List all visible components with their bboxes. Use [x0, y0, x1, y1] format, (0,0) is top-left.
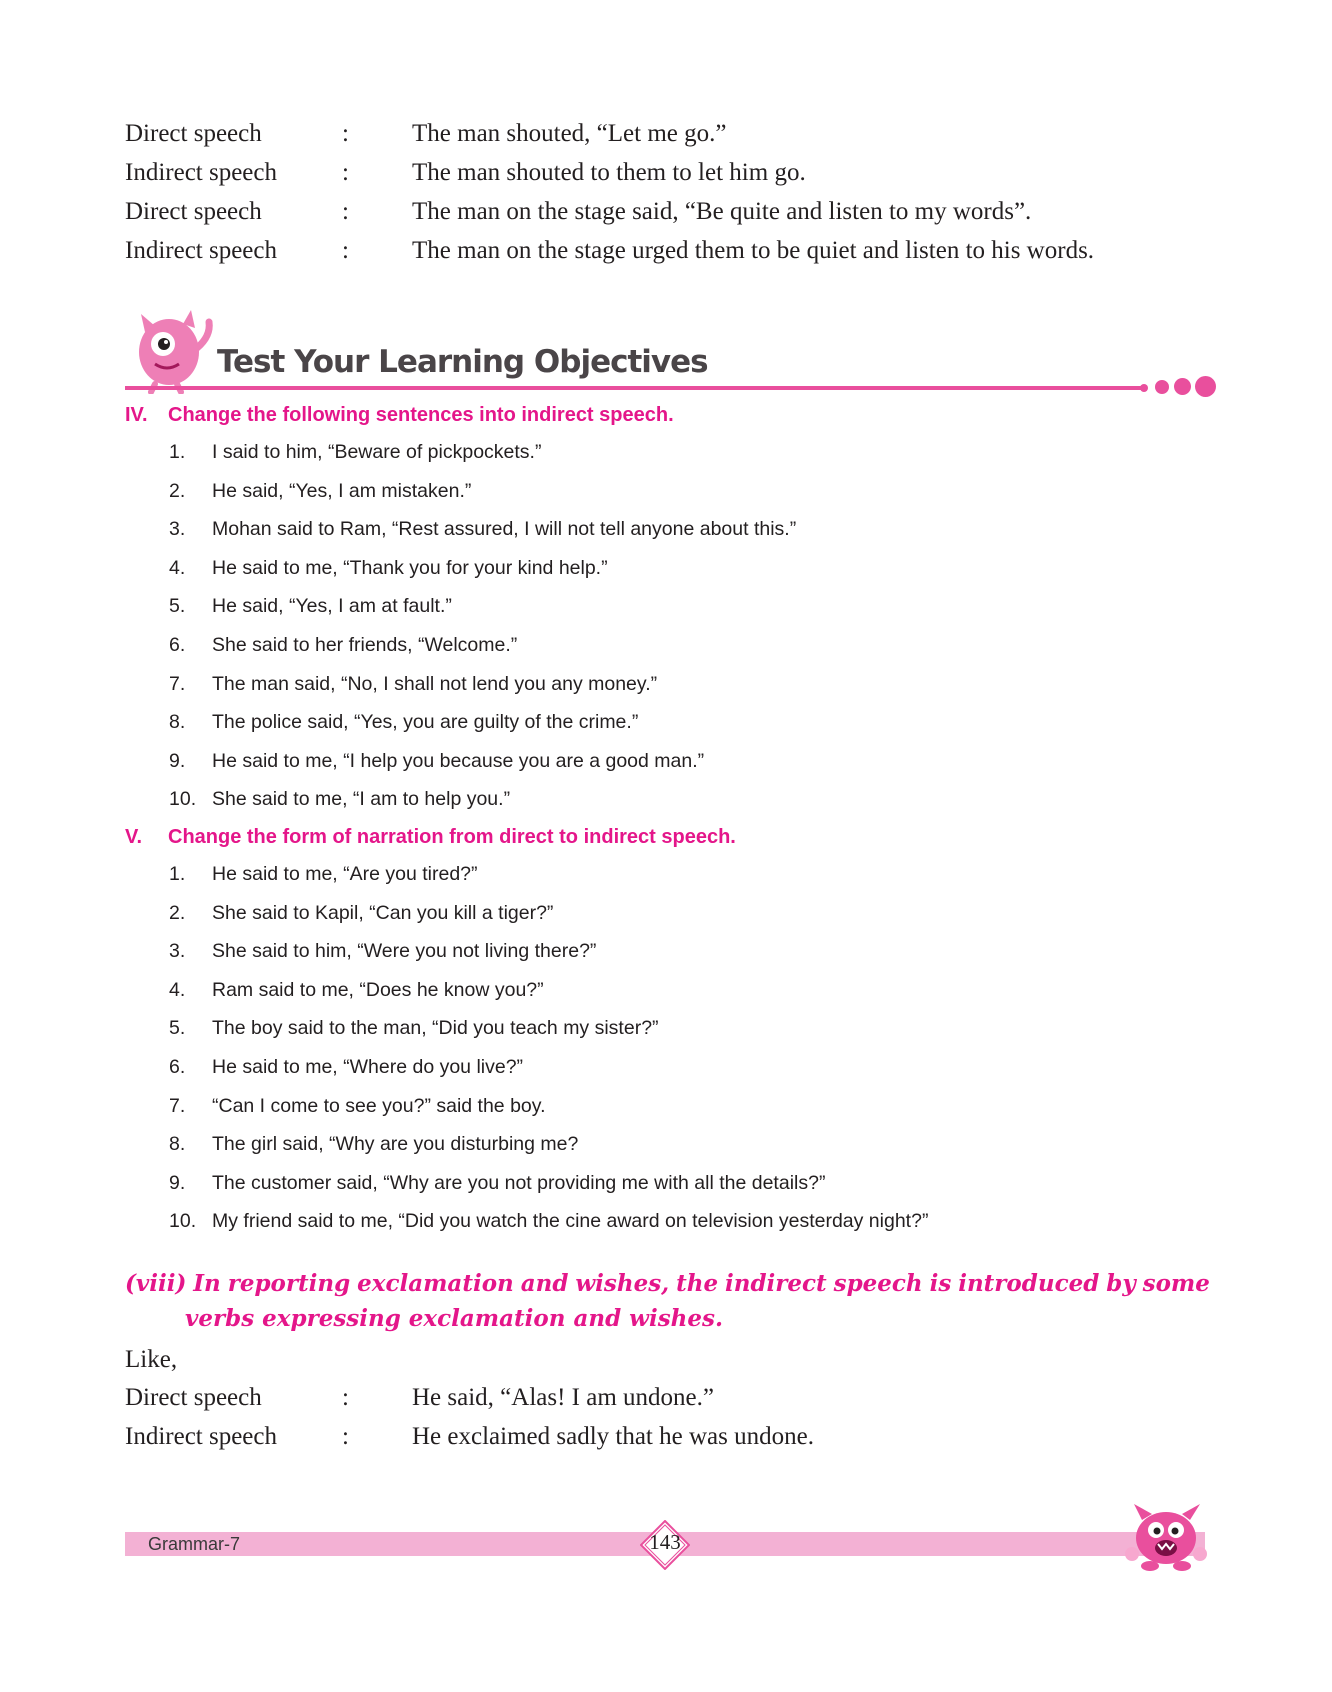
example-row — [125, 1378, 1225, 1417]
rule-word: is — [929, 1270, 952, 1297]
list-item — [125, 894, 1225, 933]
list-item — [125, 510, 1225, 549]
bottom-speech-examples — [125, 1378, 1225, 1456]
section-banner — [125, 308, 1205, 398]
example-row — [125, 1417, 1225, 1456]
item-text: Mohan said to Ram, “Rest assured, I will not tell anyone about this.” — [212, 518, 797, 541]
example-separator: : — [342, 237, 349, 264]
list-item — [125, 626, 1225, 665]
item-number: 1. — [169, 863, 186, 885]
item-number: 6. — [169, 633, 186, 656]
banner-divider — [125, 386, 1145, 390]
rule-word: exclamation — [357, 1270, 514, 1297]
item-text: I said to him, “Beware of pickpockets.” — [212, 441, 542, 463]
example-text: The man on the stage urged them to be quiet and listen to his words. — [412, 237, 1095, 264]
example-text: He exclaimed sadly that he was undone. — [412, 1423, 814, 1450]
item-text: “Can I come to see you?” said the boy. — [212, 1094, 546, 1117]
list-item — [125, 1048, 1225, 1087]
list-item — [125, 1125, 1225, 1164]
item-number: 3. — [169, 940, 186, 963]
example-text: He said, “Alas! I am undone.” — [412, 1384, 714, 1411]
example-label: Indirect speech — [125, 237, 278, 264]
list-item — [125, 780, 1225, 819]
example-row — [125, 192, 1225, 231]
item-text: The girl said, “Why are you disturbing me? — [212, 1133, 579, 1156]
banner-title: Test Your Learning Objectives — [217, 344, 708, 380]
item-text: He said, “Yes, I am mistaken.” — [212, 479, 472, 502]
banner-dot-small — [1140, 384, 1148, 392]
item-number: 5. — [169, 1017, 186, 1040]
example-label: Indirect speech — [125, 1423, 278, 1450]
example-row — [125, 231, 1225, 270]
rule-word: introduced — [958, 1270, 1100, 1297]
list-item — [125, 1202, 1225, 1241]
exercise-v-list — [125, 855, 1225, 1241]
example-separator: : — [342, 1384, 349, 1411]
item-text: Ram said to me, “Does he know you?” — [212, 978, 544, 1001]
item-text: The boy said to the man, “Did you teach my sister?” — [212, 1017, 659, 1040]
rule-word: reporting — [227, 1270, 351, 1297]
list-item — [125, 665, 1225, 704]
banner-dot-large — [1195, 376, 1216, 397]
item-text: She said to him, “Were you not living there?” — [212, 940, 597, 963]
banner-dot-medium — [1174, 378, 1191, 395]
rule-word: by — [1106, 1270, 1136, 1297]
example-row — [125, 114, 1225, 153]
rule-word: the — [676, 1270, 719, 1297]
item-number: 9. — [169, 749, 186, 772]
banner-dot-medium — [1155, 380, 1169, 394]
example-label: Indirect speech — [125, 159, 278, 186]
item-number: 4. — [169, 978, 186, 1001]
example-text: The man on the stage said, “Be quite and listen to my words”. — [412, 198, 1032, 225]
item-text: She said to me, “I am to help you.” — [212, 788, 511, 811]
item-number: 7. — [169, 672, 186, 695]
monster-mascot-icon — [125, 308, 217, 394]
list-item — [125, 932, 1225, 971]
list-item — [125, 433, 1225, 472]
item-number: 2. — [169, 901, 186, 924]
exercise-iv-list — [125, 433, 1225, 819]
list-item — [125, 1164, 1225, 1203]
list-item — [125, 549, 1225, 588]
example-text: The man shouted, “Let me go.” — [412, 120, 727, 147]
item-text: My friend said to me, “Did you watch the cine award on television yesterday night?” — [212, 1210, 929, 1233]
example-separator: : — [342, 159, 349, 186]
item-number: 9. — [169, 1171, 186, 1194]
example-row — [125, 153, 1225, 192]
rule-word: wishes, — [575, 1270, 670, 1297]
list-item — [125, 1087, 1225, 1126]
list-item — [125, 1009, 1225, 1048]
item-text: He said to me, “Where do you live?” — [212, 1055, 524, 1078]
item-number: 10. — [169, 788, 197, 811]
rule-word: speech — [833, 1270, 923, 1297]
rule-word: (viii) — [125, 1270, 187, 1297]
rule-word: and — [520, 1270, 569, 1297]
example-separator: : — [342, 120, 349, 147]
item-text: The man said, “No, I shall not lend you any money.” — [212, 672, 658, 695]
list-item — [125, 855, 1225, 894]
item-text: He said to me, “Are you tired?” — [212, 863, 478, 885]
rule-heading-line: verbs expressing exclamation and wishes. — [185, 1305, 723, 1332]
rule-word: some — [1142, 1270, 1210, 1297]
item-number: 2. — [169, 479, 186, 502]
example-text: The man shouted to them to let him go. — [412, 159, 806, 186]
item-number: 6. — [169, 1055, 186, 1078]
page-number: 143 — [649, 1530, 681, 1554]
exercise-instruction: Change the form of narration from direct to indirect speech. — [168, 826, 736, 848]
item-number: 10. — [169, 1210, 197, 1233]
item-text: He said to me, “I help you because you are a good man.” — [212, 749, 705, 772]
item-text: She said to Kapil, “Can you kill a tiger?” — [212, 901, 554, 924]
example-label: Direct speech — [125, 120, 262, 147]
item-number: 7. — [169, 1094, 186, 1117]
rule-viii-heading — [125, 1266, 1210, 1336]
item-number: 1. — [169, 441, 186, 463]
list-item — [125, 472, 1225, 511]
item-text: The police said, “Yes, you are guilty of the crime.” — [212, 711, 639, 734]
exercise-number: V. — [125, 826, 143, 848]
list-item — [125, 971, 1225, 1010]
example-separator: : — [342, 198, 349, 225]
list-item — [125, 703, 1225, 742]
list-item — [125, 587, 1225, 626]
book-title: Grammar-7 — [148, 1534, 241, 1554]
rule-word: In — [193, 1270, 221, 1297]
rule-heading-line — [125, 1266, 1210, 1301]
item-number: 8. — [169, 711, 186, 734]
list-item — [125, 742, 1225, 781]
item-number: 3. — [169, 518, 186, 541]
item-number: 8. — [169, 1133, 186, 1156]
top-speech-examples — [125, 114, 1225, 270]
example-label: Direct speech — [125, 1384, 262, 1411]
monster-footer-icon — [1120, 1500, 1210, 1572]
like-label: Like, — [125, 1346, 178, 1373]
item-text: The customer said, “Why are you not providing me with all the details?” — [212, 1171, 826, 1194]
item-number: 5. — [169, 595, 186, 618]
item-text: She said to her friends, “Welcome.” — [212, 633, 518, 656]
page-number-badge — [640, 1520, 690, 1570]
item-text: He said, “Yes, I am at fault.” — [212, 595, 452, 618]
example-label: Direct speech — [125, 198, 262, 225]
exercise-instruction: Change the following sentences into indirect speech. — [168, 404, 674, 426]
item-number: 4. — [169, 556, 186, 579]
example-separator: : — [342, 1423, 349, 1450]
rule-word: indirect — [725, 1270, 827, 1297]
exercise-number: IV. — [125, 404, 148, 426]
item-text: He said to me, “Thank you for your kind help.” — [212, 556, 608, 579]
